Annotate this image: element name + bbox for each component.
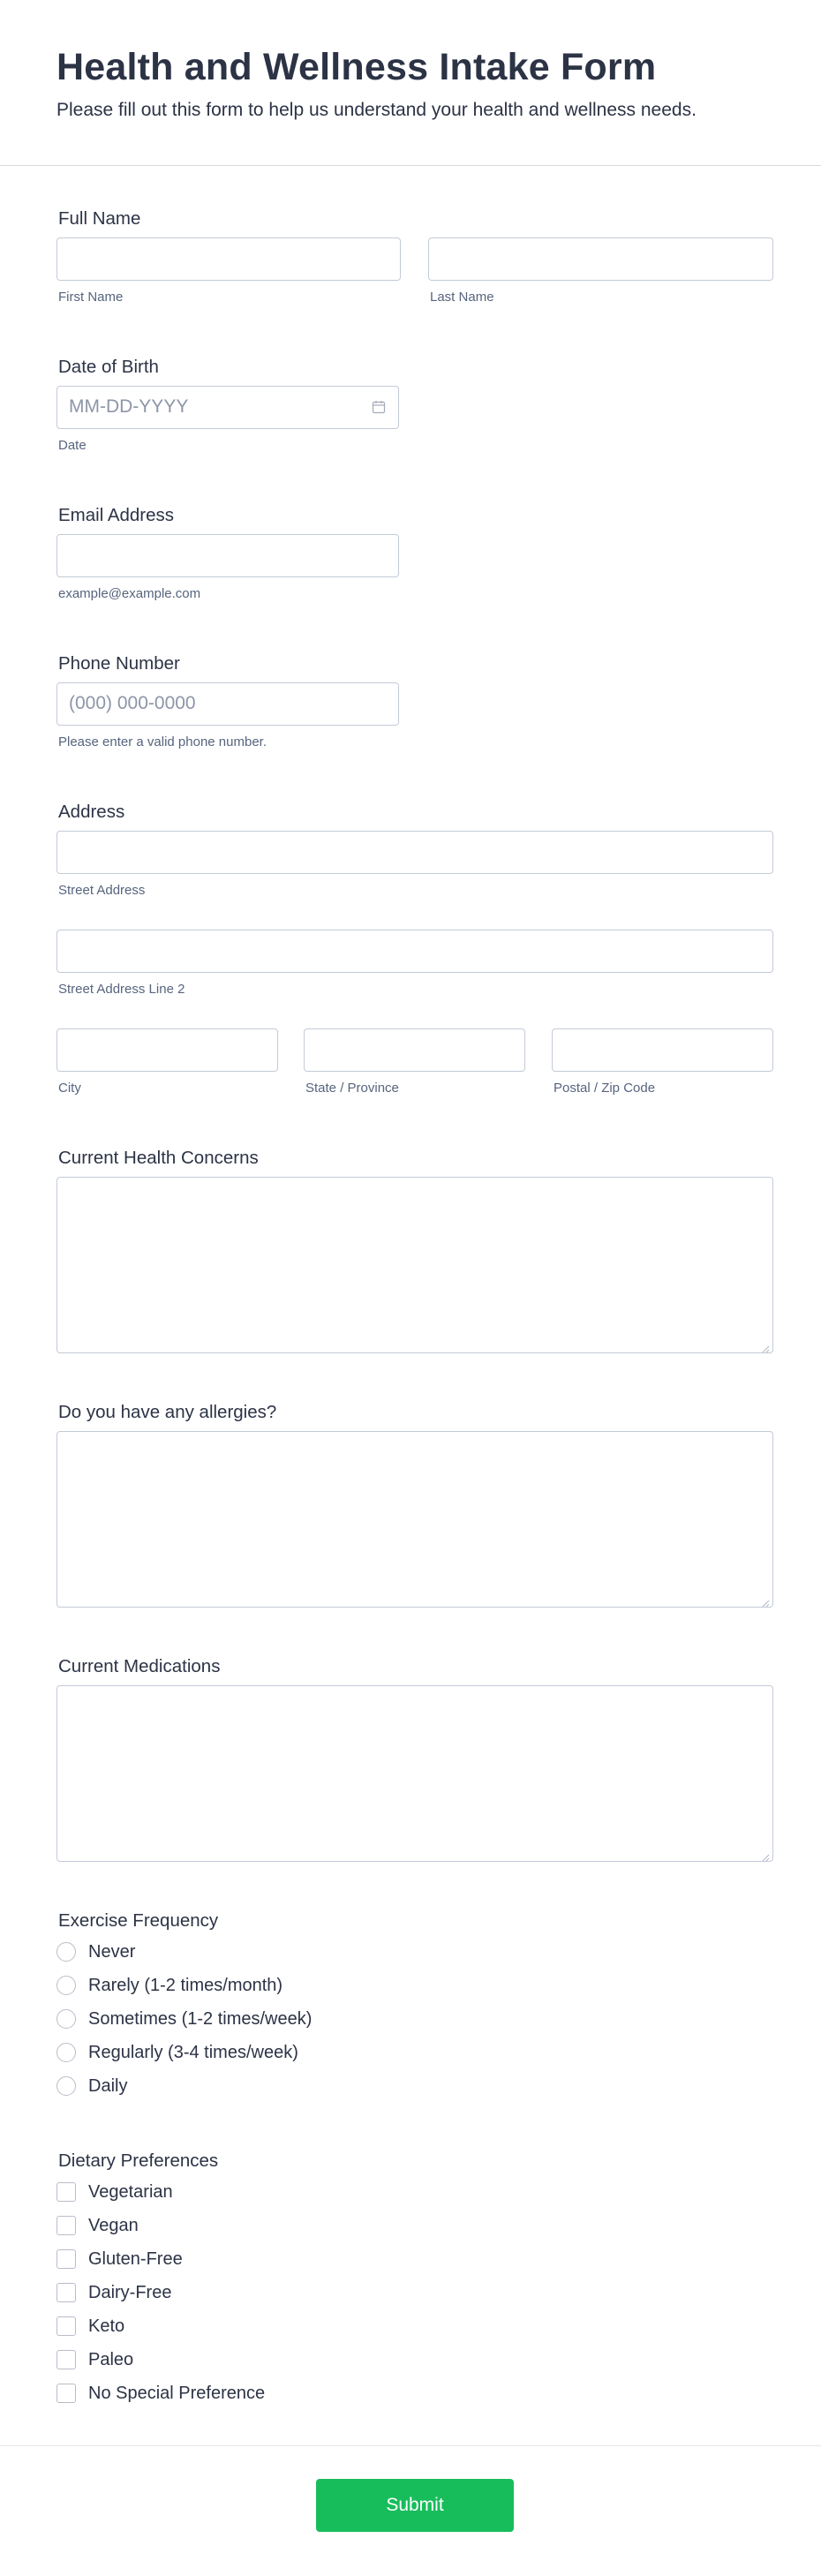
checkbox[interactable] <box>56 2350 76 2369</box>
radio-button[interactable] <box>56 2043 76 2062</box>
street-address-input[interactable] <box>56 831 773 874</box>
email-input[interactable] <box>56 534 399 577</box>
resize-handle-icon[interactable] <box>762 1342 770 1350</box>
allergies-label: Do you have any allergies? <box>58 1402 277 1422</box>
phone-placeholder: (000) 000-0000 <box>69 693 196 713</box>
street-address-line2-sublabel: Street Address Line 2 <box>58 982 185 997</box>
checkbox[interactable] <box>56 2182 76 2202</box>
exercise-option-label: Daily <box>88 2075 128 2096</box>
email-label: Email Address <box>58 505 175 525</box>
radio-button[interactable] <box>56 2009 76 2029</box>
date-of-birth-field <box>56 357 773 471</box>
exercise-option-label: Regularly (3-4 times/week) <box>88 2042 298 2062</box>
phone-field <box>56 653 773 768</box>
dob-input[interactable] <box>56 386 399 429</box>
form-footer <box>0 2445 821 2576</box>
phone-sublabel: Please enter a valid phone number. <box>58 734 267 749</box>
exercise-option-label: Never <box>88 1941 136 1962</box>
diet-option[interactable] <box>56 2313 124 2339</box>
health-concerns-field <box>56 1148 773 1360</box>
diet-option[interactable] <box>56 2179 173 2205</box>
exercise-option-label: Rarely (1-2 times/month) <box>88 1975 283 1995</box>
radio-button[interactable] <box>56 1976 76 1995</box>
checkbox[interactable] <box>56 2384 76 2403</box>
allergies-field <box>56 1402 773 1614</box>
checkbox[interactable] <box>56 2316 76 2336</box>
diet-option[interactable] <box>56 2246 183 2272</box>
diet-option-label: Paleo <box>88 2349 134 2369</box>
form-subtitle: Please fill out this form to help us understand your health and wellness needs. <box>56 100 697 120</box>
checkbox[interactable] <box>56 2249 76 2269</box>
checkbox[interactable] <box>56 2216 76 2235</box>
form-header <box>0 0 821 166</box>
state-province-input[interactable] <box>304 1028 525 1072</box>
health-concerns-textarea[interactable] <box>56 1177 773 1353</box>
diet-option[interactable] <box>56 2380 265 2407</box>
form-body <box>0 166 821 2408</box>
street-address-sublabel: Street Address <box>58 883 146 898</box>
radio-button[interactable] <box>56 1942 76 1962</box>
resize-handle-icon[interactable] <box>762 1850 770 1858</box>
submit-button[interactable]: Submit <box>316 2479 514 2532</box>
dob-sublabel: Date <box>58 438 87 453</box>
checkbox[interactable] <box>56 2283 76 2302</box>
diet-option-label: No Special Preference <box>88 2383 266 2403</box>
last-name-sublabel: Last Name <box>430 290 494 305</box>
last-name-input[interactable] <box>428 237 773 281</box>
full-name-field <box>56 208 773 323</box>
exercise-option[interactable] <box>56 1972 282 1999</box>
first-name-sublabel: First Name <box>58 290 124 305</box>
resize-handle-icon[interactable] <box>762 1596 770 1604</box>
city-input[interactable] <box>56 1028 278 1072</box>
diet-option[interactable] <box>56 2346 133 2373</box>
dob-placeholder: MM-DD-YYYY <box>69 396 189 417</box>
dob-label: Date of Birth <box>58 357 159 377</box>
diet-option[interactable] <box>56 2212 139 2239</box>
medications-label: Current Medications <box>58 1656 221 1676</box>
email-sublabel: example@example.com <box>58 586 201 601</box>
form-title: Health and Wellness Intake Form <box>56 46 657 88</box>
dietary-preferences-field <box>56 2150 773 2415</box>
street-address-line2-input[interactable] <box>56 930 773 973</box>
first-name-input[interactable] <box>56 237 401 281</box>
diet-option[interactable] <box>56 2279 171 2306</box>
medications-textarea[interactable] <box>56 1685 773 1862</box>
phone-label: Phone Number <box>58 653 180 674</box>
diet-option-label: Gluten-Free <box>88 2248 183 2269</box>
exercise-option[interactable] <box>56 2073 127 2099</box>
exercise-option[interactable] <box>56 2006 312 2032</box>
full-name-label: Full Name <box>58 208 141 229</box>
medications-field <box>56 1656 773 1868</box>
diet-option-label: Vegan <box>88 2215 139 2235</box>
state-province-sublabel: State / Province <box>305 1081 399 1096</box>
diet-label: Dietary Preferences <box>58 2150 219 2171</box>
calendar-icon[interactable] <box>372 400 386 414</box>
exercise-label: Exercise Frequency <box>58 1910 219 1931</box>
exercise-option-label: Sometimes (1-2 times/week) <box>88 2008 313 2029</box>
address-field <box>56 802 773 1111</box>
address-label: Address <box>58 802 125 822</box>
health-concerns-label: Current Health Concerns <box>58 1148 259 1168</box>
exercise-option[interactable] <box>56 1939 135 1965</box>
city-sublabel: City <box>58 1081 81 1096</box>
postal-zip-input[interactable] <box>552 1028 773 1072</box>
exercise-option[interactable] <box>56 2039 298 2066</box>
allergies-textarea[interactable] <box>56 1431 773 1608</box>
exercise-frequency-field <box>56 1910 773 2105</box>
diet-option-label: Vegetarian <box>88 2181 173 2202</box>
diet-option-label: Keto <box>88 2316 125 2336</box>
email-field <box>56 505 773 620</box>
phone-input[interactable] <box>56 682 399 726</box>
diet-option-label: Dairy-Free <box>88 2282 172 2302</box>
postal-zip-sublabel: Postal / Zip Code <box>554 1081 656 1096</box>
radio-button[interactable] <box>56 2076 76 2096</box>
